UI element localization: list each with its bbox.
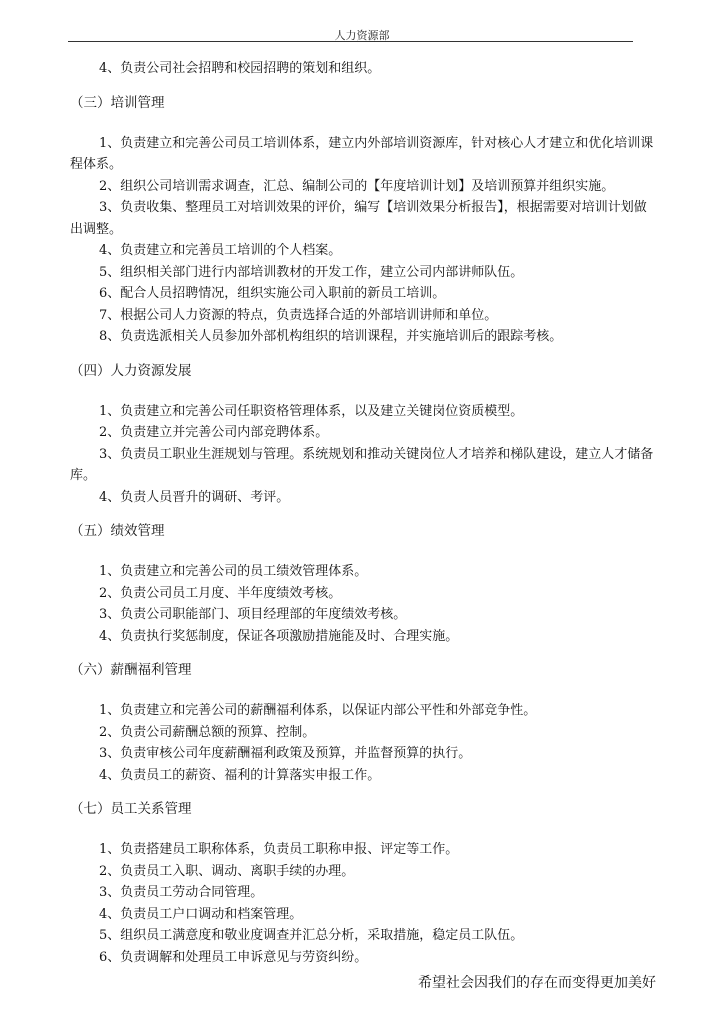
paragraph: 4、负责执行奖惩制度，保证各项激励措施能及时、合理实施。: [99, 628, 459, 644]
header-divider: [68, 41, 633, 42]
paragraph: 3、负责员工劳动合同管理。: [99, 885, 264, 900]
paragraph: 2、组织公司培训需求调查，汇总、编制公司的【年度培训计划】及培训预算并组织实施。: [99, 178, 615, 194]
paragraph: 1、负责建立和完善公司员工培训体系，建立内外部培训资源库，针对核心人才建立和优化培训课程体系。: [70, 135, 654, 172]
paragraph: 1、负责建立和完善公司的员工绩效管理体系。: [99, 564, 368, 579]
paragraph: 1、负责建立和完善公司的薪酬福利体系，以保证内部公平性和外部竞争性。: [99, 703, 537, 718]
paragraph: 4、负责人员晋升的调研、考评。: [99, 489, 290, 505]
paragraph: 5、组织相关部门进行内部培训教材的开发工作，建立公司内部讲师队伍。: [99, 264, 524, 280]
paragraph: 3、负责公司职能部门、项目经理部的年度绩效考核。: [99, 607, 407, 622]
paragraph: 6、负责调解和处理员工申诉意见与劳资纠纷。: [99, 949, 368, 965]
paragraph: 2、负责公司员工月度、半年度绩效考核。: [99, 585, 342, 601]
paragraph: 8、负责选派相关人员参加外部机构组织的培训课程，并实施培训后的跟踪考核。: [99, 329, 563, 344]
footer-slogan: 希望社会因我们的存在而变得更加美好: [418, 975, 656, 991]
paragraph: 1、负责建立和完善公司任职资格管理体系，以及建立关键岗位资质模型。: [99, 403, 524, 419]
section-heading: （四）人力资源发展: [70, 362, 192, 379]
paragraph: 5、组织员工满意度和敬业度调查并汇总分析，采取措施，稳定员工队伍。: [99, 928, 524, 943]
section-compensation: [70, 660, 655, 786]
paragraph: 3、负责收集、整理员工对培训效果的评价，编写【培训效果分析报告】，根据需要对培训计划做出调整。: [70, 200, 647, 237]
section-training: [70, 93, 655, 348]
paragraph: 2、负责员工入职、调动、离职手续的办理。: [99, 863, 355, 879]
section-heading: （三）培训管理: [70, 94, 165, 111]
paragraph: 2、负责建立并完善公司内部竞聘体系。: [99, 425, 329, 440]
section-heading: （五）绩效管理: [70, 523, 165, 539]
paragraph: 4、负责公司社会招聘和校园招聘的策划和组织。: [99, 61, 381, 76]
paragraph: 3、负责员工职业生涯规划与管理。系统规划和推动关键岗位人才培养和梯队建设，建立人才储备库。: [70, 446, 654, 483]
paragraph: 4、负责建立和完善员工培训的个人档案。: [99, 243, 342, 258]
paragraph: 7、根据公司人力资源的特点，负责选择合适的外部培训讲师和单位。: [99, 307, 498, 323]
section-heading: （七）员工关系管理: [70, 801, 192, 817]
section-heading: （六）薪酬福利管理: [70, 662, 192, 678]
section-performance: [70, 521, 655, 647]
paragraph: 4、负责员工户口调动和档案管理。: [99, 906, 303, 922]
document-body: [70, 58, 655, 968]
page-header-title: 人力资源部: [334, 29, 390, 42]
paragraph: 6、配合人员招聘情况，组织实施公司入职前的新员工培训。: [99, 286, 446, 301]
paragraph: 4、负责员工的薪资、福利的计算落实申报工作。: [99, 767, 381, 783]
section-hr-development: [70, 361, 655, 509]
paragraph: 3、负责审核公司年度薪酬福利政策及预算，并监督预算的执行。: [99, 746, 472, 761]
paragraph: 1、负责搭建员工职称体系，负责员工职称申报、评定等工作。: [99, 842, 459, 857]
section-employee-relations: [70, 799, 655, 968]
paragraph: 2、负责公司薪酬总额的预算、控制。: [99, 724, 316, 740]
